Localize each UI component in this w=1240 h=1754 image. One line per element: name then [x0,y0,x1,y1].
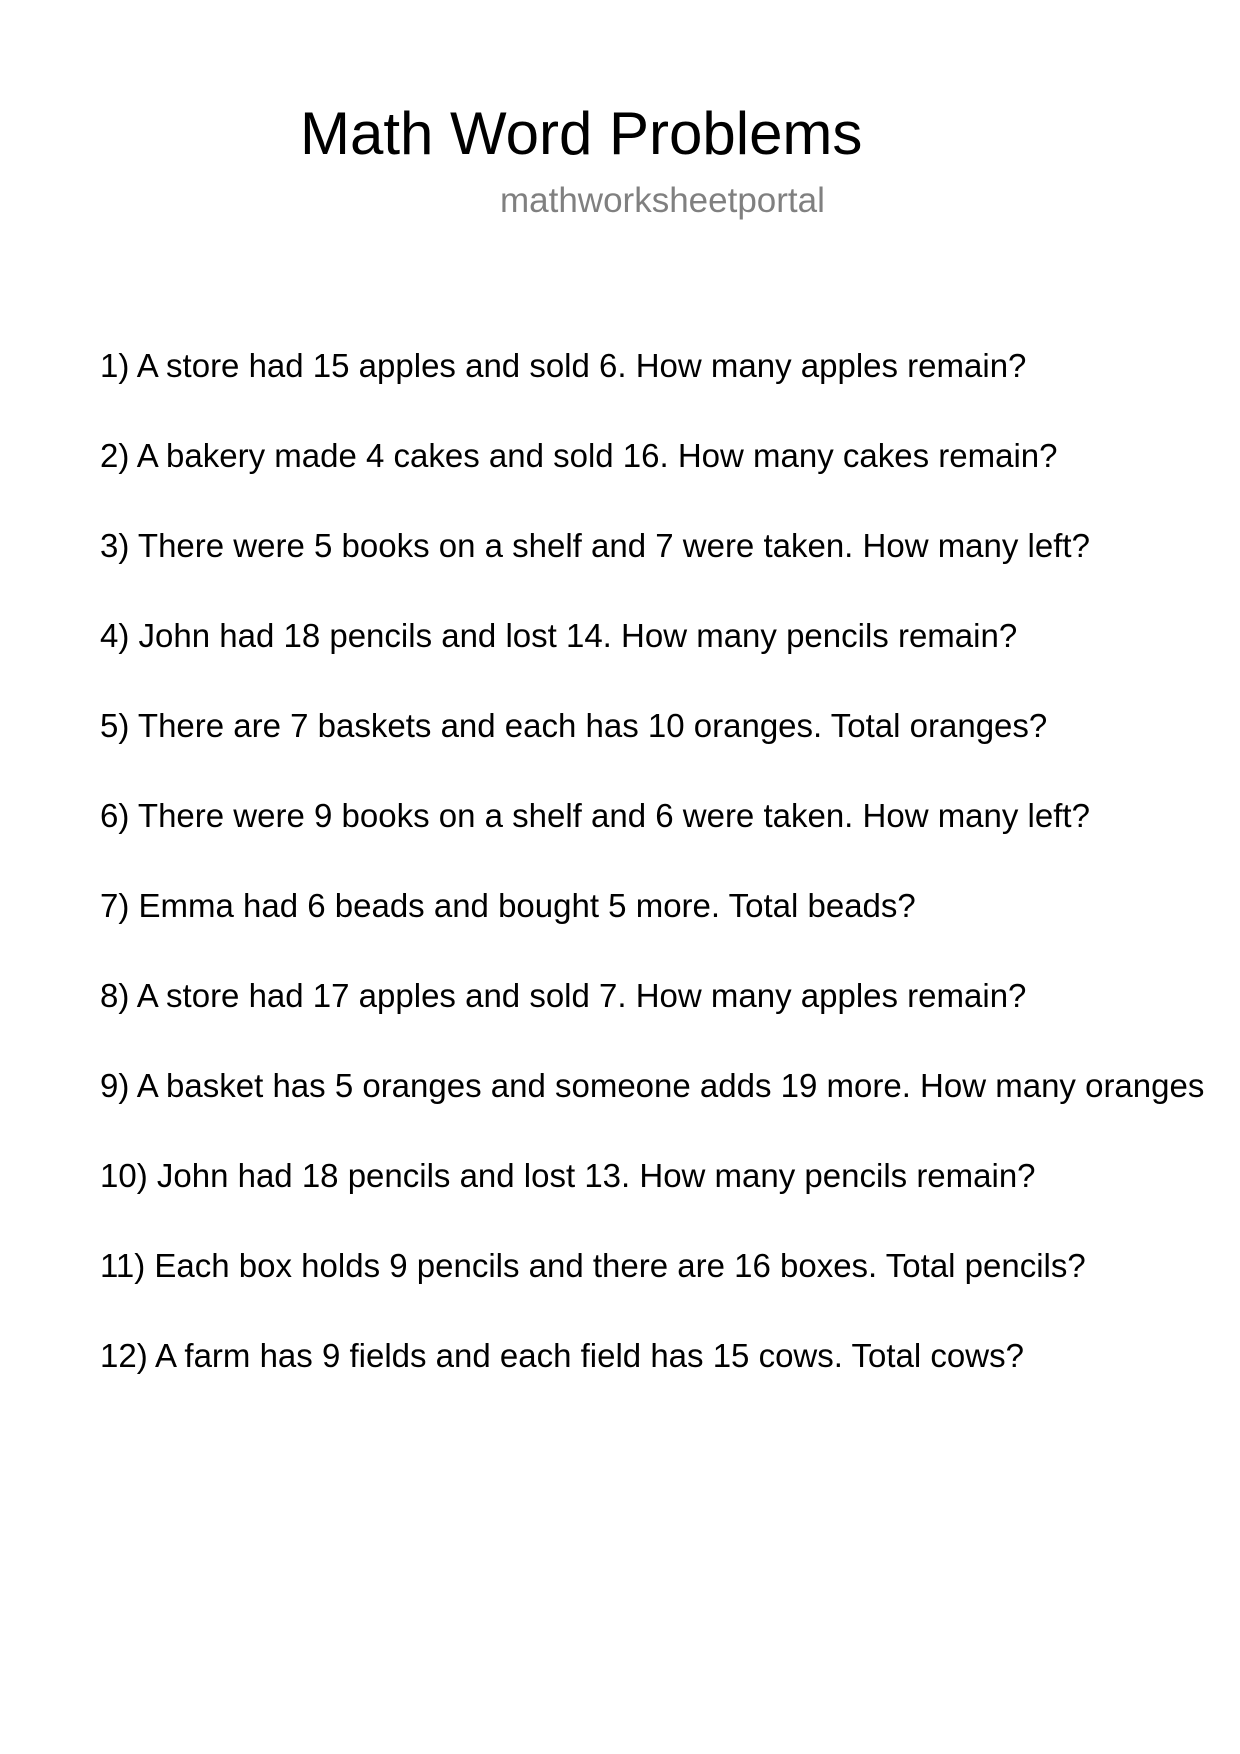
problem-item: 12) A farm has 9 fields and each field has 15 cows. Total cows? [100,1337,1024,1374]
problem-item: 9) A basket has 5 oranges and someone adds 19 more. How many oranges [100,1067,1205,1104]
problem-list [100,346,1240,1426]
problem-item: 2) A bakery made 4 cakes and sold 16. How many cakes remain? [100,437,1058,474]
problem-item: 11) Each box holds 9 pencils and there are 16 boxes. Total pencils? [100,1247,1086,1284]
problem-item: 5) There are 7 baskets and each has 10 oranges. Total oranges? [100,707,1048,744]
problem-item: 3) There were 5 books on a shelf and 7 were taken. How many left? [100,527,1090,564]
problem-item: 8) A store had 17 apples and sold 7. How many apples remain? [100,977,1027,1014]
problem-item: 6) There were 9 books on a shelf and 6 were taken. How many left? [100,797,1090,834]
problem-item: 4) John had 18 pencils and lost 14. How many pencils remain? [100,617,1018,654]
page-subtitle: mathworksheetportal [500,181,825,220]
page-title: Math Word Problems [300,100,863,167]
problem-item: 1) A store had 15 apples and sold 6. How many apples remain? [100,347,1027,384]
problem-item: 7) Emma had 6 beads and bought 5 more. Total beads? [100,887,916,924]
problem-item: 10) John had 18 pencils and lost 13. How many pencils remain? [100,1157,1036,1194]
